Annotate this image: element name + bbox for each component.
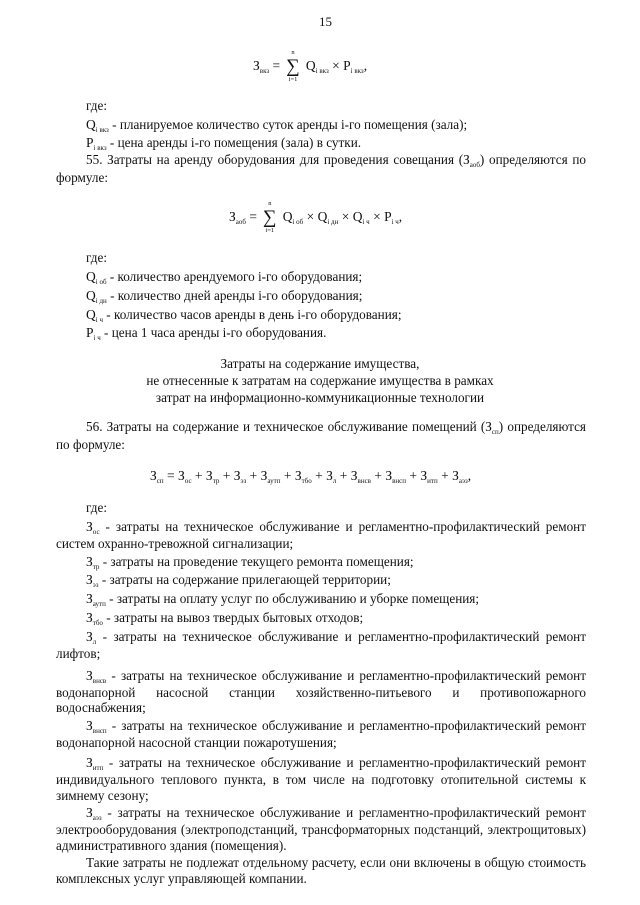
formula-sp-terms (178, 468, 468, 483)
definition-symbol: $P_{i вкз}$ (86, 135, 107, 152)
formula-plus: + (191, 468, 206, 483)
definition-os-cont: систем охранно-тревожной сигнализации; (56, 536, 294, 551)
formula-term-sub: тбо (301, 477, 312, 485)
formula-term: Q (305, 58, 316, 73)
formula-plus: + (370, 468, 386, 483)
definition-vnsv: $З_{внсв}$ - затраты на техническое обслуживание и регламентно-профилактический ремонт (86, 668, 586, 685)
formula-term-sub: тр (212, 477, 220, 485)
definition-q-ch: $Q_{i ч}$ - количество часов аренды в день i-го оборудования; (86, 307, 402, 324)
definition-itp-cont2: зимнему сезону; (56, 788, 149, 803)
definition-q-vkz (86, 116, 467, 135)
sum-upper: n (291, 49, 295, 57)
definition-itp-cont: индивидуального теплового пункта, в том числе на подготовку отопительной системы к (56, 772, 586, 787)
formula-term: З (205, 468, 213, 483)
definition-p-ch: $P_{i ч}$ - цена 1 часа аренды i-го оборудования. (86, 325, 327, 342)
definition-text: - цена аренды i-го помещения (зала) в сутки. (109, 135, 362, 150)
formula-end: , (363, 58, 368, 73)
formula-aob: $З_{аоб}$ = n ∑ i=1 $Q_{i об} \times Q_{i дн} \times Q_{i ч} \times P_{i ч}$, (229, 200, 403, 235)
formula-term-sub: внсв (357, 477, 371, 485)
formula-plus: + (336, 468, 351, 483)
definition-vnsv-cont2: водоснабжения; (56, 700, 146, 715)
definition-q-dn: $Q_{i дн}$ - количество дней аренды i-го оборудования; (86, 288, 363, 305)
formula-times: × (332, 58, 340, 73)
formula-term: З (294, 468, 302, 483)
definition-itp: $З_{итп}$ - затраты на техническое обслуживание и регламентно-профилактический ремонт (86, 755, 587, 772)
definition-aez-cont: электрооборудования (электроподстанций, трансформаторных подстанций, электрощитовых) (56, 822, 586, 837)
formula-term: З (233, 468, 241, 483)
formula-lhs: З (253, 58, 260, 73)
definition-os: $З_{ос}$ - затраты на техническое обслуживание и регламентно-профилактический ремонт (86, 519, 587, 536)
formula-equals: = (272, 58, 281, 73)
definition-q-ob: $Q_{i об}$ - количество арендуемого i-го оборудования; (86, 269, 363, 286)
definition-ez: $З_{эз}$ - затраты на содержание прилегающей территории; (86, 572, 391, 589)
definition-aez-cont2: административного здания (помещения). (56, 838, 287, 853)
definition-l: $З_л$ - затраты на техническое обслуживание и регламентно-профилактический ремонт (86, 629, 586, 646)
closing-paragraph-line1: Такие затраты не подлежат отдельному расчету, если они включены в общую стоимость (86, 855, 586, 870)
where-label: где: (86, 500, 107, 515)
where-label: где: (86, 250, 107, 265)
formula-term-sub: внсп (392, 477, 407, 485)
sum-lower: i=1 (288, 76, 298, 84)
formula-plus: + (406, 468, 421, 483)
formula-term-sub: i вкз (350, 67, 364, 75)
formula-term-sub: л (332, 477, 337, 485)
formula-plus: + (246, 468, 261, 483)
formula-term: З (452, 468, 459, 483)
sum-symbol: n ∑ i=1 (263, 200, 277, 235)
paragraph-56-line2: по формуле: (56, 437, 125, 452)
paragraph-55-line2: формуле: (56, 170, 108, 185)
definition-tbo: $З_{тбо}$ - затраты на вывоз твердых бытовых отходов; (86, 610, 364, 627)
definition-text: - планируемое количество суток аренды i-го помещения (зала); (112, 117, 468, 132)
definition-autp: $З_{аутп}$ - затраты на оплату услуг по обслуживанию и уборке помещения; (86, 591, 480, 608)
definition-vnsp-cont: водонапорной насосной станции пожаротушения; (56, 735, 337, 750)
formula-term: P (343, 58, 351, 73)
paragraph-56-line1: 56. Затраты на содержание и техническое обслуживание помещений $(З_{сп})$ определяются (86, 419, 587, 436)
section-heading-line3: затрат на информационно-коммуникационные технологии (155, 390, 485, 405)
where-label: где: (86, 98, 107, 113)
definition-vnsv-cont: водонапорной насосной станции хозяйственно-питьевого и противопожарного (56, 685, 586, 700)
section-heading-line2: не отнесенные к затратам на содержание имущества в рамках (146, 373, 494, 388)
definition-l-cont: лифтов; (56, 646, 101, 661)
closing-paragraph-line2: комплексных услуг управляющей компании. (56, 871, 307, 886)
formula-term: З (326, 468, 333, 483)
formula-term-sub: ос (184, 477, 192, 485)
formula-lhs-sub: вкз (259, 67, 270, 75)
formula-vkz (253, 49, 368, 84)
formula-term-sub: i вкз (315, 67, 329, 75)
paragraph-55-line1: 55. Затраты на аренду оборудования для проведения совещания $(З_{аоб})$ определяются по (86, 152, 586, 169)
formula-plus: + (437, 468, 453, 483)
formula-plus: + (219, 468, 234, 483)
definition-tr: $З_{тр}$ - затраты на проведение текущего ремонта помещения; (86, 554, 414, 571)
definition-p-vkz (86, 134, 361, 153)
formula-term: З (260, 468, 268, 483)
definition-symbol: $Q_{i вкз}$ (86, 117, 109, 134)
formula-term-sub: итп (427, 477, 438, 485)
formula-plus: + (280, 468, 295, 483)
formula-term: З (178, 468, 185, 483)
sum-symbol: n ∑ i=1 (286, 49, 300, 84)
formula-term: З (350, 468, 358, 483)
definition-vnsp: $З_{внсп}$ - затраты на техническое обслуживание и регламентно-профилактический ремонт (86, 718, 587, 735)
definition-aez: $З_{аэз}$ - затраты на техническое обслуживание и регламентно-профилактический ремонт (86, 805, 586, 822)
formula-term-sub: эз (240, 477, 247, 485)
formula-sp: $З_{сп} = З_{ос} + З_{тр} + З_{эз} + З_{аутп} + З_{тбо} + З_л + З_{внсв} + З_{внсп} + З_{итп} + З_{аэз}$, (150, 468, 472, 485)
formula-term: З (385, 468, 393, 483)
formula-term-sub: аэз (458, 477, 468, 485)
formula-plus: + (311, 468, 327, 483)
formula-term-sub: аутп (267, 477, 281, 485)
page-number: 15 (319, 14, 332, 29)
formula-term: З (420, 468, 428, 483)
section-heading-line1: Затраты на содержание имущества, (220, 356, 420, 371)
